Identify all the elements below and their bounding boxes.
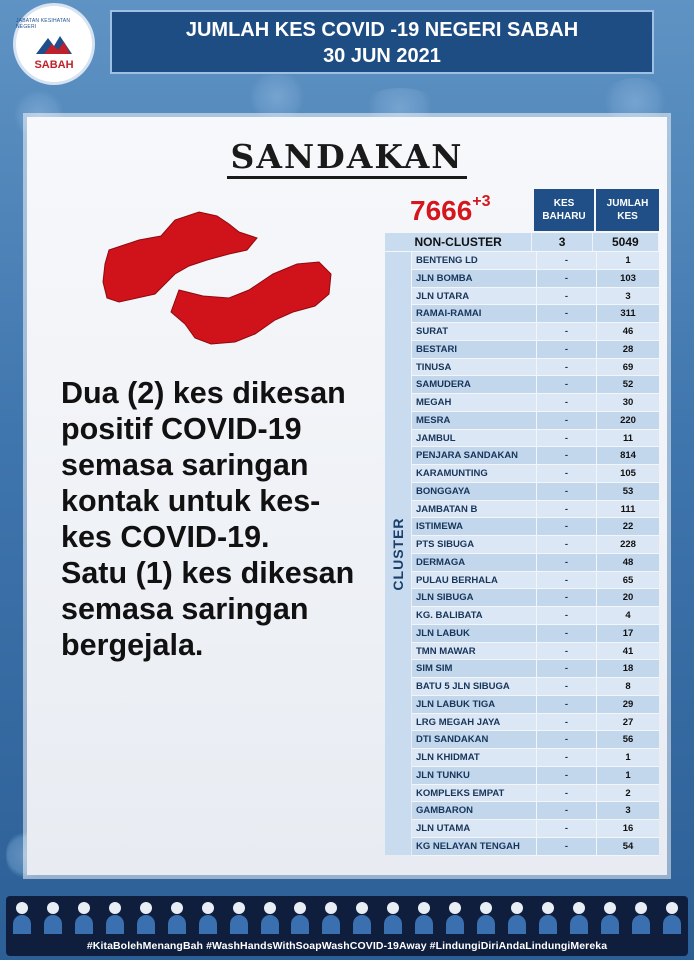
table-row — [412, 270, 659, 288]
cluster-name: JLN UTARA — [412, 288, 536, 306]
cluster-new-cases: - — [536, 359, 596, 377]
table-row — [412, 430, 659, 448]
cluster-name: BESTARI — [412, 341, 536, 359]
sabah-health-logo — [16, 6, 92, 82]
cluster-new-cases: - — [536, 749, 596, 767]
cluster-name: TMN MAWAR — [412, 643, 536, 661]
table-row — [412, 625, 659, 643]
cluster-new-cases: - — [536, 412, 596, 430]
cluster-new-cases: - — [536, 589, 596, 607]
cluster-total-cases: 65 — [596, 572, 659, 590]
cluster-new-cases: - — [536, 714, 596, 732]
cluster-total-cases: 48 — [596, 554, 659, 572]
person-icon — [229, 900, 249, 934]
person-icon — [12, 900, 32, 934]
cluster-total-cases: 18 — [596, 660, 659, 678]
non-cluster-new: 3 — [532, 233, 592, 251]
cluster-total-cases: 1 — [596, 749, 659, 767]
cluster-total-cases: 27 — [596, 714, 659, 732]
cluster-name: KARAMUNTING — [412, 465, 536, 483]
cluster-name: PTS SIBUGA — [412, 536, 536, 554]
cluster-new-cases: - — [536, 323, 596, 341]
cluster-name: DERMAGA — [412, 554, 536, 572]
person-icon — [569, 900, 589, 934]
cluster-name: BENTENG LD — [412, 252, 536, 270]
column-header-total: JUMLAH KES — [596, 189, 659, 231]
cluster-name: MESRA — [412, 412, 536, 430]
cluster-name: SURAT — [412, 323, 536, 341]
person-icon — [538, 900, 558, 934]
description-paragraph: Dua (2) kes dikesan positif COVID-19 semasa saringan kontak untuk kes-kes COVID-19. — [61, 376, 346, 554]
cluster-new-cases: - — [536, 660, 596, 678]
person-icon — [136, 900, 156, 934]
cluster-table — [412, 252, 659, 856]
table-row — [412, 554, 659, 572]
cluster-name: SAMUDERA — [412, 376, 536, 394]
description-paragraph: Satu (1) kes dikesan semasa saringan bergejala. — [61, 556, 355, 662]
table-row — [412, 412, 659, 430]
person-icon — [43, 900, 63, 934]
cluster-total-cases: 52 — [596, 376, 659, 394]
cluster-name: DTI SANDAKAN — [412, 731, 536, 749]
cluster-new-cases: - — [536, 607, 596, 625]
cluster-new-cases: - — [536, 341, 596, 359]
table-row — [412, 607, 659, 625]
cluster-name: JLN LABUK — [412, 625, 536, 643]
table-row — [412, 394, 659, 412]
table-row — [412, 678, 659, 696]
cluster-total-cases: 4 — [596, 607, 659, 625]
cluster-name: JLN TUNKU — [412, 767, 536, 785]
logo-small-text: JABATAN KESIHATAN NEGERI — [16, 17, 71, 30]
cluster-new-cases: - — [536, 572, 596, 590]
person-icon — [507, 900, 527, 934]
table-row — [412, 376, 659, 394]
cluster-total-cases: 103 — [596, 270, 659, 288]
cluster-total-cases: 1 — [596, 252, 659, 270]
table-row — [412, 696, 659, 714]
cluster-name: GAMBARON — [412, 802, 536, 820]
district-map — [79, 202, 339, 352]
virus-decoration-icon — [250, 70, 304, 124]
table-row — [412, 518, 659, 536]
cluster-new-cases: - — [536, 518, 596, 536]
cluster-total-cases: 311 — [596, 305, 659, 323]
cluster-name: JLN UTAMA — [412, 820, 536, 838]
cluster-new-cases: - — [536, 625, 596, 643]
cluster-new-cases: - — [536, 252, 596, 270]
cluster-name: BONGGAYA — [412, 483, 536, 501]
person-icon — [662, 900, 682, 934]
table-row — [412, 341, 659, 359]
cluster-new-cases: - — [536, 465, 596, 483]
table-row — [412, 501, 659, 519]
cluster-label-text: CLUSTER — [390, 516, 406, 591]
person-icon — [476, 900, 496, 934]
non-cluster-total: 5049 — [593, 233, 659, 251]
cluster-new-cases: - — [536, 430, 596, 448]
person-icon — [105, 900, 125, 934]
cluster-new-cases: - — [536, 731, 596, 749]
cluster-name: JAMBATAN B — [412, 501, 536, 519]
cluster-name: RAMAI-RAMAI — [412, 305, 536, 323]
cluster-total-cases: 814 — [596, 447, 659, 465]
cluster-total-cases: 22 — [596, 518, 659, 536]
cluster-new-cases: - — [536, 820, 596, 838]
page-header — [110, 10, 654, 74]
header-title: JUMLAH KES COVID -19 NEGERI SABAH — [185, 19, 579, 41]
table-row — [412, 785, 659, 803]
table-row — [412, 767, 659, 785]
cluster-name: BATU 5 JLN SIBUGA — [412, 678, 536, 696]
total-cases — [410, 193, 491, 227]
cluster-new-cases: - — [536, 536, 596, 554]
cluster-new-cases: - — [536, 270, 596, 288]
district-title — [27, 137, 667, 176]
cluster-new-cases: - — [536, 767, 596, 785]
cluster-total-cases: 54 — [596, 838, 659, 856]
cluster-total-cases: 105 — [596, 465, 659, 483]
table-row — [412, 305, 659, 323]
cluster-new-cases: - — [536, 305, 596, 323]
table-row — [412, 643, 659, 661]
cluster-new-cases: - — [536, 501, 596, 519]
person-icon — [260, 900, 280, 934]
table-row — [412, 802, 659, 820]
cluster-total-cases: 11 — [596, 430, 659, 448]
cluster-new-cases: - — [536, 554, 596, 572]
non-cluster-label: NON-CLUSTER — [385, 233, 532, 251]
cluster-name: JLN LABUK TIGA — [412, 696, 536, 714]
cluster-total-cases: 29 — [596, 696, 659, 714]
person-icon — [600, 900, 620, 934]
cluster-total-cases: 46 — [596, 323, 659, 341]
table-row — [412, 252, 659, 270]
table-row — [412, 572, 659, 590]
person-icon — [383, 900, 403, 934]
header-date: 30 JUN 2021 — [323, 45, 441, 67]
cluster-name: ISTIMEWA — [412, 518, 536, 536]
cluster-new-cases: - — [536, 447, 596, 465]
cluster-new-cases: - — [536, 394, 596, 412]
cluster-total-cases: 53 — [596, 483, 659, 501]
cluster-total-cases: 3 — [596, 288, 659, 306]
table-row — [412, 731, 659, 749]
person-icon — [352, 900, 372, 934]
person-icon — [74, 900, 94, 934]
cluster-name: LRG MEGAH JAYA — [412, 714, 536, 732]
cluster-new-cases: - — [536, 802, 596, 820]
cluster-total-cases: 228 — [596, 536, 659, 554]
logo-text: SABAH — [34, 58, 74, 71]
cluster-name: JLN SIBUGA — [412, 589, 536, 607]
table-row — [412, 323, 659, 341]
total-increment: +3 — [472, 193, 491, 210]
cluster-new-cases: - — [536, 643, 596, 661]
person-icon — [290, 900, 310, 934]
cluster-total-cases: 28 — [596, 341, 659, 359]
cluster-total-cases: 111 — [596, 501, 659, 519]
mountain-logo-icon — [34, 32, 74, 58]
person-icon — [198, 900, 218, 934]
cluster-name: JLN BOMBA — [412, 270, 536, 288]
cluster-total-cases: 16 — [596, 820, 659, 838]
table-row — [412, 288, 659, 306]
cluster-name: JLN KHIDMAT — [412, 749, 536, 767]
column-header-new: KES BAHARU — [534, 189, 594, 231]
district-name: SANDAKAN — [227, 137, 468, 179]
cluster-name: PULAU BERHALA — [412, 572, 536, 590]
table-row — [412, 749, 659, 767]
cluster-new-cases: - — [536, 838, 596, 856]
cluster-label — [385, 252, 411, 855]
frontliner-figures — [12, 900, 682, 934]
case-description — [61, 375, 361, 663]
cluster-total-cases: 1 — [596, 767, 659, 785]
table-row — [412, 714, 659, 732]
cluster-total-cases: 69 — [596, 359, 659, 377]
table-row — [412, 465, 659, 483]
cluster-name: JAMBUL — [412, 430, 536, 448]
person-icon — [414, 900, 434, 934]
person-icon — [631, 900, 651, 934]
cluster-name: KG. BALIBATA — [412, 607, 536, 625]
cluster-name: KG NELAYAN TENGAH — [412, 838, 536, 856]
table-row — [412, 447, 659, 465]
cluster-total-cases: 30 — [596, 394, 659, 412]
table-row — [412, 483, 659, 501]
table-row — [412, 589, 659, 607]
table-row — [412, 660, 659, 678]
cluster-new-cases: - — [536, 376, 596, 394]
total-value: 7666 — [410, 195, 473, 226]
cluster-total-cases: 20 — [596, 589, 659, 607]
cluster-name: SIM SIM — [412, 660, 536, 678]
district-panel — [27, 117, 667, 875]
person-icon — [445, 900, 465, 934]
cluster-new-cases: - — [536, 483, 596, 501]
cluster-name: KOMPLEKS EMPAT — [412, 785, 536, 803]
table-row — [412, 536, 659, 554]
cluster-total-cases: 2 — [596, 785, 659, 803]
cluster-total-cases: 8 — [596, 678, 659, 696]
table-row — [412, 820, 659, 838]
footer-banner — [6, 896, 688, 956]
cluster-new-cases: - — [536, 678, 596, 696]
non-cluster-row — [385, 233, 659, 251]
footer-hashtags: #KitaBolehMenangBah #WashHandsWithSoapWashCOVID-19Away #LindungiDiriAndaLindungiMereka — [86, 940, 608, 952]
person-icon — [321, 900, 341, 934]
person-icon — [167, 900, 187, 934]
cluster-total-cases: 41 — [596, 643, 659, 661]
cluster-total-cases: 56 — [596, 731, 659, 749]
cluster-total-cases: 17 — [596, 625, 659, 643]
cluster-name: PENJARA SANDAKAN — [412, 447, 536, 465]
cluster-total-cases: 3 — [596, 802, 659, 820]
cluster-name: MEGAH — [412, 394, 536, 412]
table-row — [412, 838, 659, 856]
cluster-total-cases: 220 — [596, 412, 659, 430]
cluster-new-cases: - — [536, 288, 596, 306]
cluster-new-cases: - — [536, 696, 596, 714]
cluster-new-cases: - — [536, 785, 596, 803]
table-row — [412, 359, 659, 377]
cluster-name: TINUSA — [412, 359, 536, 377]
